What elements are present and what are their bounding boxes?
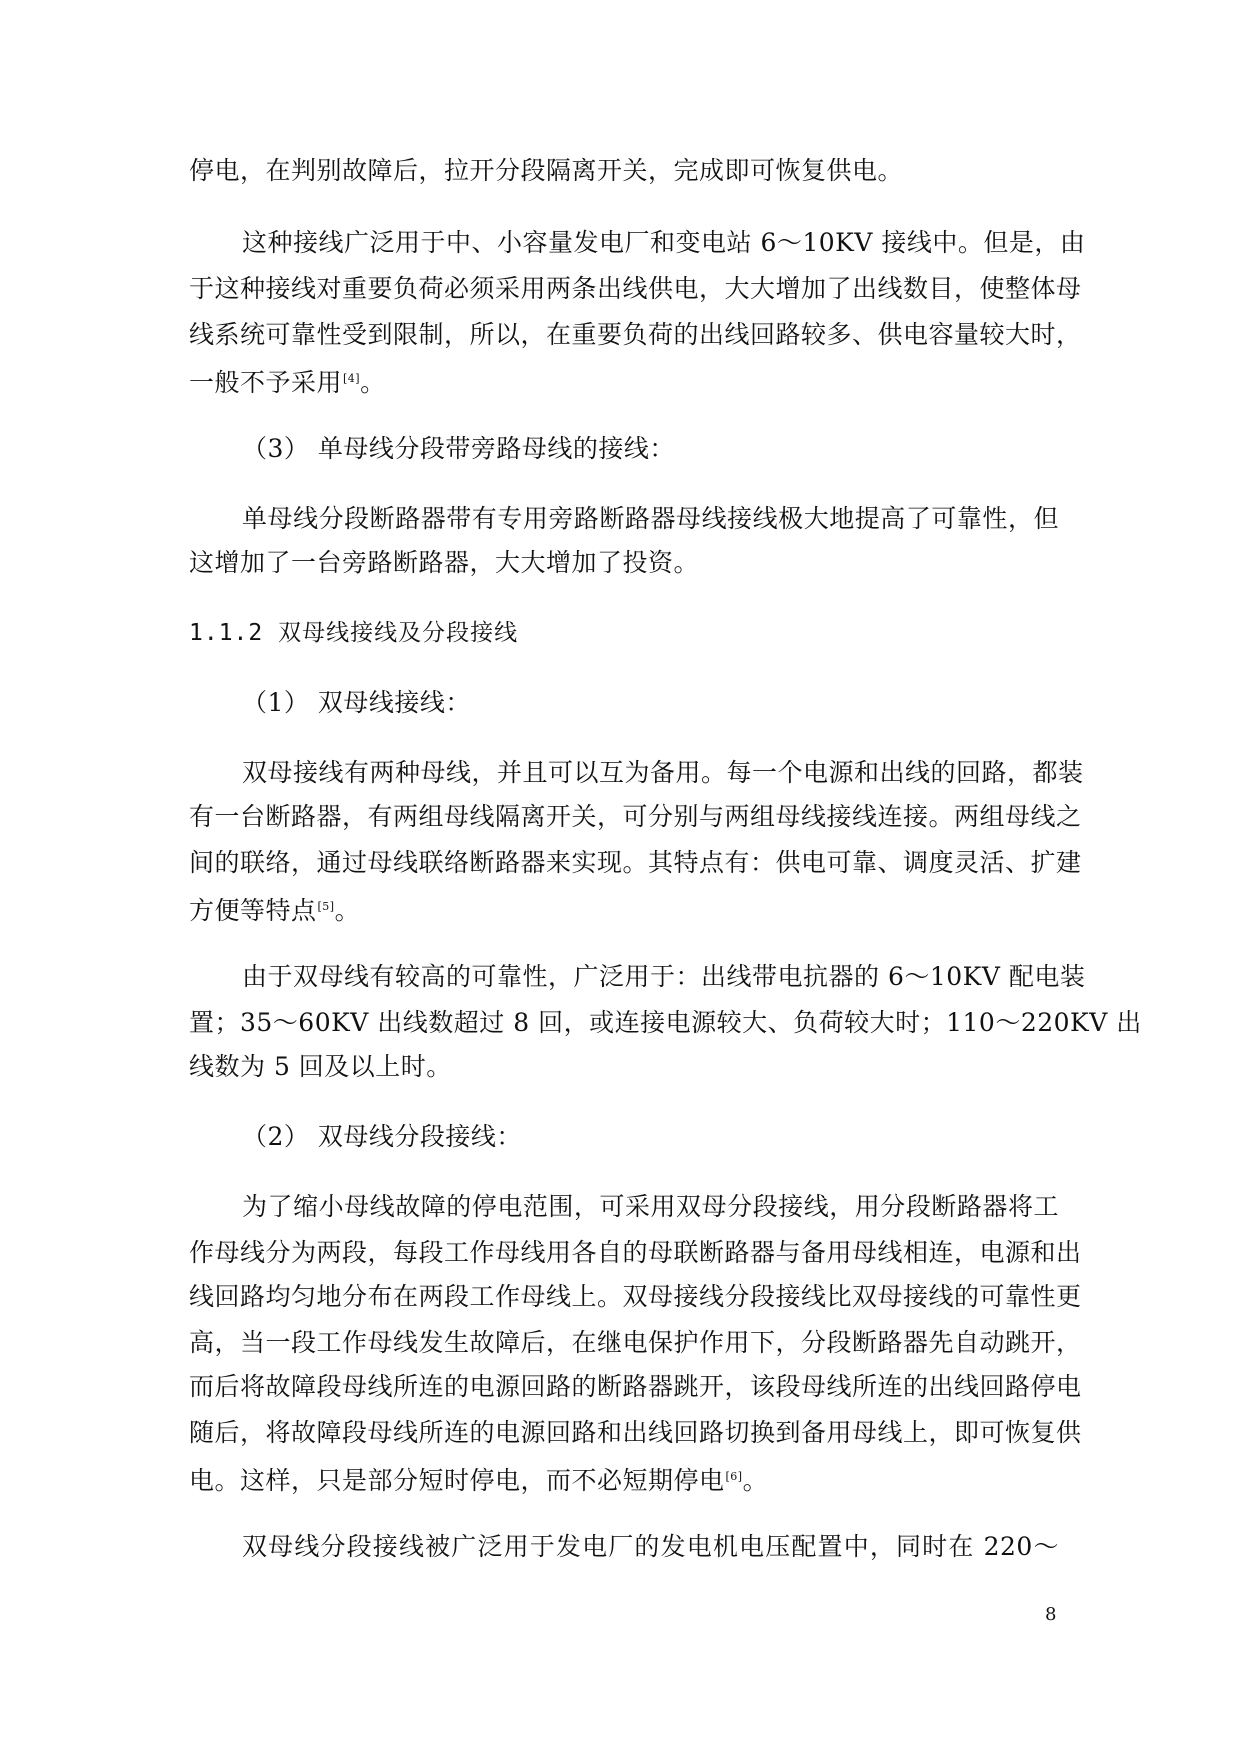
- citation-ref: [5]: [317, 900, 335, 913]
- list-item-heading: （3） 单母线分段带旁路母线的接线：: [242, 434, 675, 463]
- line-text: 方便等特点: [189, 896, 317, 925]
- paragraph-line: 双母接线有两种母线，并且可以互为备用。每一个电源和出线的回路，都装: [242, 758, 1084, 787]
- section-heading: 1.1.2 双母线接线及分段接线: [189, 620, 519, 646]
- paragraph-line: 双母线分段接线被广泛用于发电厂的发电机电压配置中，同时在 220～: [242, 1532, 1059, 1561]
- paragraph-line: 间的联络，通过母线联络断路器来实现。其特点有：供电可靠、调度灵活、扩建: [189, 848, 1082, 877]
- paragraph-line: 线回路均匀地分布在两段工作母线上。双母接线分段接线比双母接线的可靠性更: [189, 1282, 1082, 1311]
- paragraph-line: 作母线分为两段，每段工作母线用各自的母联断路器与备用母线相连，电源和出: [189, 1238, 1082, 1267]
- paragraph-line: [189, 362, 1059, 400]
- paragraph-line: 停电，在判别故障后，拉开分段隔离开关，完成即可恢复供电。: [189, 156, 904, 185]
- paragraph-line: 有一台断路器，有两组母线隔离开关，可分别与两组母线接线连接。两组母线之: [189, 802, 1082, 831]
- paragraph-line: 线数为 5 回及以上时。: [189, 1052, 452, 1081]
- paragraph-line: 而后将故障段母线所连的电源回路的断路器跳开，该段母线所连的出线回路停电: [189, 1372, 1082, 1401]
- paragraph-line: 为了缩小母线故障的停电范围，可采用双母分段接线，用分段断路器将工: [242, 1192, 1059, 1221]
- line-text: 电。这样，只是部分短时停电，而不必短期停电: [189, 1466, 725, 1495]
- paragraph-line: 线系统可靠性受到限制，所以，在重要负荷的出线回路较多、供电容量较大时，: [189, 320, 1082, 349]
- paragraph-line: 随后，将故障段母线所连的电源回路和出线回路切换到备用母线上，即可恢复供: [189, 1418, 1082, 1447]
- line-tail: 。: [360, 368, 386, 397]
- list-item-heading: （1） 双母线接线：: [242, 688, 471, 717]
- paragraph-line: 于这种接线对重要负荷必须采用两条出线供电，大大增加了出线数目，使整体母: [189, 274, 1082, 303]
- line-tail: 。: [334, 896, 361, 925]
- paragraph-line: 由于双母线有较高的可靠性，广泛用于：出线带电抗器的 6～10KV 配电装: [242, 962, 1086, 991]
- paragraph-line: 置；35～60KV 出线数超过 8 回，或连接电源较大、负荷较大时；110～220KV 出: [189, 1008, 1142, 1037]
- paragraph-line: 这种接线广泛用于中、小容量发电厂和变电站 6～10KV 接线中。但是，由: [242, 228, 1086, 257]
- line-tail: 。: [742, 1466, 769, 1495]
- line-text: 一般不予采用: [189, 368, 343, 397]
- paragraph-line: 单母线分段断路器带有专用旁路断路器母线接线极大地提高了可靠性，但: [242, 504, 1059, 533]
- paragraph-line: 这增加了一台旁路断路器，大大增加了投资。: [189, 548, 700, 577]
- paragraph-line: 高，当一段工作母线发生故障后，在继电保护作用下，分段断路器先自动跳开，: [189, 1328, 1082, 1357]
- citation-ref: [6]: [725, 1470, 743, 1483]
- page-number: 8: [1045, 1604, 1057, 1625]
- list-item-heading: （2） 双母线分段接线：: [242, 1122, 522, 1151]
- paragraph-line: [189, 1460, 1059, 1498]
- paragraph-line: [189, 890, 1059, 928]
- citation-ref: [4]: [343, 372, 361, 385]
